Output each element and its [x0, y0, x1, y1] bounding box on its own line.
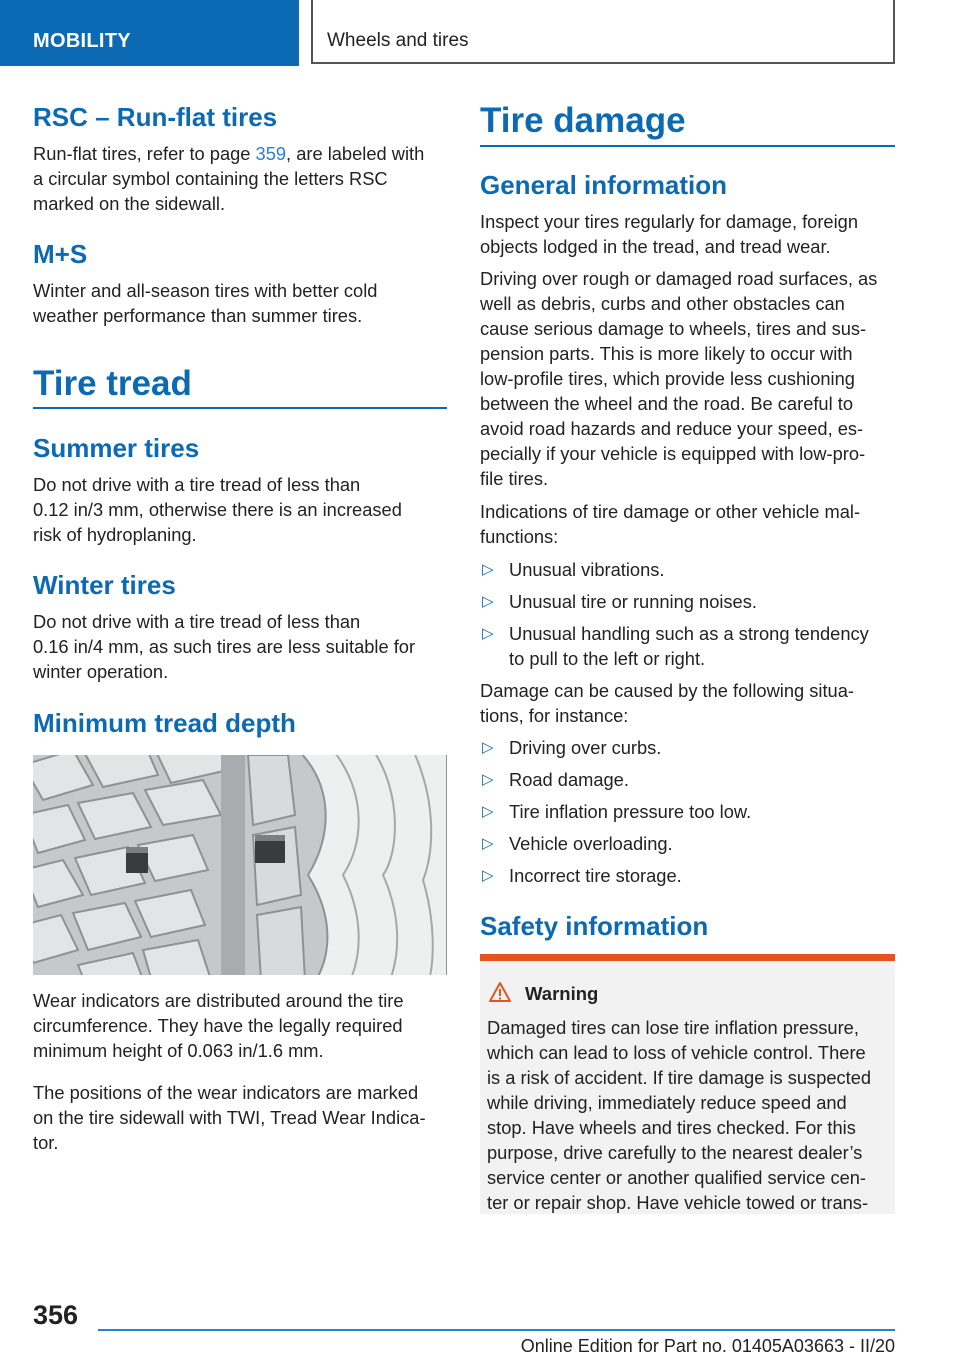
warning-box	[480, 961, 895, 1214]
warning-label: Warning	[525, 983, 599, 1004]
warning-line: purpose, drive carefully to the nearest dealer’s	[487, 1142, 863, 1163]
rsc-text: Run-flat tires, refer to page	[33, 143, 256, 164]
list-item-text: Unusual handling such as a strong tendency	[509, 623, 869, 644]
rsc-paragraph-line: marked on the sidewall.	[33, 193, 226, 214]
heading-rule	[480, 145, 895, 147]
wear-paragraph-line: minimum height of 0.063 in/1.6 mm.	[33, 1040, 324, 1061]
chapter-tab	[311, 0, 895, 64]
winter-paragraph-line: Do not drive with a tire tread of less than	[33, 611, 361, 632]
wear-paragraph-line: Wear indicators are distributed around the tire	[33, 990, 404, 1011]
triangle-right-icon: ▷	[482, 867, 494, 884]
general-information-heading: General information	[480, 170, 728, 200]
heading-rule	[33, 407, 447, 409]
road-hazard-paragraph-line: pension parts. This is more likely to occur with	[480, 343, 853, 364]
positions-paragraph-line: The positions of the wear indicators are marked	[33, 1082, 419, 1103]
road-hazard-paragraph-line: avoid road hazards and reduce your speed, es-	[480, 418, 864, 439]
list-item	[480, 589, 895, 614]
chapter-label: Wheels and tires	[327, 30, 469, 51]
list-item-text: Unusual vibrations.	[509, 559, 665, 580]
warning-line: service center or another qualified service cen-	[487, 1167, 867, 1188]
list-item-text: Road damage.	[509, 769, 629, 790]
road-hazard-paragraph-line: between the wheel and the road. Be careful to	[480, 393, 853, 414]
list-item-text: Tire inflation pressure too low.	[509, 801, 752, 822]
winter-tires-heading: Winter tires	[33, 570, 176, 600]
road-hazard-paragraph-line: cause serious damage to wheels, tires and sus-	[480, 318, 867, 339]
rsc-paragraph-line: a circular symbol containing the letters RSC	[33, 168, 388, 189]
list-item	[480, 863, 895, 888]
ms-paragraph-line: weather performance than summer tires.	[33, 305, 363, 326]
ms-paragraph-line: Winter and all-season tires with better cold	[33, 280, 378, 301]
list-item-text: Unusual tire or running noises.	[509, 591, 757, 612]
edition-note: Online Edition for Part no. 01405A03663 - II/20	[520, 1336, 895, 1356]
summer-paragraph-line: risk of hydroplaning.	[33, 524, 197, 545]
triangle-right-icon: ▷	[482, 771, 494, 788]
rsc-paragraph-line	[33, 141, 447, 166]
section-label: MOBILITY	[33, 30, 131, 52]
warning-line: ter or repair shop. Have vehicle towed or trans-	[487, 1192, 869, 1213]
triangle-right-icon: ▷	[482, 803, 494, 820]
road-hazard-paragraph-line: well as debris, curbs and other obstacles can	[480, 293, 845, 314]
triangle-right-icon: ▷	[482, 835, 494, 852]
general-paragraph-line: objects lodged in the tread, and tread wear.	[480, 236, 831, 257]
tire-tread-heading: Tire tread	[33, 364, 192, 403]
list-item	[480, 735, 895, 760]
list-item-text: Incorrect tire storage.	[509, 865, 682, 886]
page-link[interactable]: 359	[255, 143, 287, 164]
road-hazard-paragraph-line: Driving over rough or damaged road surfaces, as	[480, 268, 878, 289]
tire-tread-illustration	[33, 755, 447, 975]
safety-information-heading: Safety information	[480, 911, 709, 941]
summer-paragraph-line: 0.12 in/3 mm, otherwise there is an increased	[33, 499, 402, 520]
warning-line: while driving, immediately reduce speed and	[487, 1092, 847, 1113]
warning-line: is a risk of accident. If tire damage is suspected	[487, 1067, 872, 1088]
indications-intro-line: Indications of tire damage or other vehicle mal-	[480, 501, 861, 522]
positions-paragraph-line: on the tire sidewall with TWI, Tread Wear Indica-	[33, 1107, 426, 1128]
triangle-right-icon: ▷	[482, 739, 494, 756]
list-item-text: Driving over curbs.	[509, 737, 662, 758]
warning-line: which can lead to loss of vehicle control. There	[487, 1042, 866, 1063]
wear-paragraph-line: circumference. They have the legally required	[33, 1015, 403, 1036]
list-item-continuation: to pull to the left or right.	[509, 648, 706, 669]
tread-wear-indicator-drawing	[33, 755, 447, 975]
summer-tires-heading: Summer tires	[33, 433, 200, 463]
wear-indicator-marker	[255, 835, 285, 863]
indications-intro-line: functions:	[480, 526, 559, 547]
triangle-right-icon: ▷	[482, 561, 494, 578]
summer-paragraph-line: Do not drive with a tire tread of less than	[33, 474, 361, 495]
winter-paragraph-line: 0.16 in/4 mm, as such tires are less suitable for	[33, 636, 416, 657]
road-hazard-paragraph-line: pecially if your vehicle is equipped with low-pro-	[480, 443, 866, 464]
page-number: 356	[33, 1300, 79, 1330]
ms-heading: M+S	[33, 239, 88, 269]
footer-rule	[98, 1329, 895, 1331]
list-item	[480, 831, 895, 856]
warning-line: Damaged tires can lose tire inflation pressure,	[487, 1017, 859, 1038]
triangle-right-icon: ▷	[482, 625, 494, 642]
road-hazard-paragraph-line: low-profile tires, which provide less cushioning	[480, 368, 855, 389]
warning-triangle-icon	[488, 981, 512, 1003]
list-item-text: Vehicle overloading.	[509, 833, 673, 854]
road-hazard-paragraph-line: file tires.	[480, 468, 549, 489]
wear-indicator-marker	[126, 847, 148, 873]
list-item	[480, 767, 895, 792]
list-item	[480, 557, 895, 582]
triangle-right-icon: ▷	[482, 593, 494, 610]
causes-intro-line: tions, for instance:	[480, 705, 629, 726]
causes-intro-line: Damage can be caused by the following situa-	[480, 680, 854, 701]
warning-line: stop. Have wheels and tires checked. For this	[487, 1117, 856, 1138]
tire-damage-heading: Tire damage	[480, 101, 686, 140]
warning-bar	[480, 954, 895, 961]
positions-paragraph-line: tor.	[33, 1132, 59, 1153]
list-item	[480, 799, 895, 824]
winter-paragraph-line: winter operation.	[33, 661, 169, 682]
general-paragraph-line: Inspect your tires regularly for damage, foreign	[480, 211, 858, 232]
rsc-text: , are labeled with	[286, 143, 425, 164]
list-item	[480, 621, 895, 646]
minimum-tread-heading: Minimum tread depth	[33, 708, 296, 738]
section-tab	[0, 0, 299, 66]
warning-text	[487, 1015, 892, 1215]
rsc-heading: RSC – Run-flat tires	[33, 102, 278, 132]
